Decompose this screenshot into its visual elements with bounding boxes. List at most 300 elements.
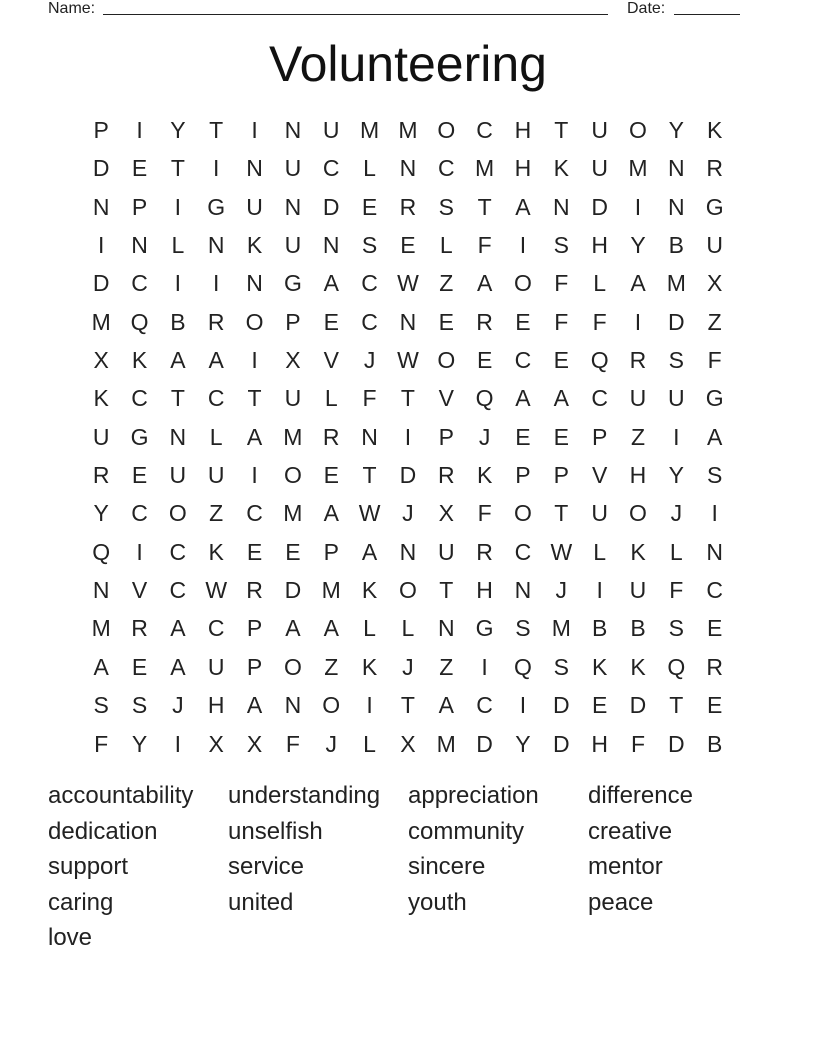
grid-letter: M bbox=[283, 500, 303, 527]
grid-letter: L bbox=[363, 730, 376, 757]
grid-letter: G bbox=[705, 385, 724, 412]
grid-letter: F bbox=[285, 730, 300, 757]
grid-letter: D bbox=[591, 193, 608, 220]
grid-letter: P bbox=[285, 308, 301, 335]
grid-letter: V bbox=[131, 577, 148, 604]
grid-letter: N bbox=[514, 577, 532, 604]
grid-letter: N bbox=[131, 232, 148, 259]
grid-letter: Y bbox=[668, 117, 684, 143]
grid-letter: T bbox=[400, 385, 415, 412]
grid-letter: P bbox=[323, 538, 339, 565]
grid-letter: L bbox=[439, 232, 453, 259]
grid-letter: T bbox=[209, 117, 224, 143]
grid-letter: R bbox=[92, 462, 110, 489]
grid-letter: P bbox=[553, 462, 569, 489]
grid-letter: A bbox=[285, 615, 301, 642]
grid-letter: Y bbox=[668, 462, 684, 489]
grid-letter: C bbox=[207, 385, 225, 412]
grid-letter: H bbox=[514, 155, 532, 182]
word-list-item: appreciation bbox=[408, 782, 539, 809]
grid-letter: O bbox=[629, 500, 647, 527]
grid-letter: I bbox=[251, 347, 258, 374]
grid-letter: E bbox=[323, 462, 339, 489]
grid-letter: C bbox=[246, 500, 263, 527]
grid-letter: U bbox=[591, 117, 608, 143]
grid-letter: T bbox=[400, 692, 415, 719]
grid-letter: N bbox=[207, 232, 225, 259]
grid-letter: M bbox=[436, 730, 456, 757]
grid-letter: S bbox=[438, 193, 454, 220]
grid-row bbox=[82, 149, 734, 187]
grid-letter: N bbox=[246, 270, 263, 297]
grid-letter: X bbox=[208, 730, 224, 757]
grid-letter: L bbox=[363, 615, 376, 642]
grid-letter: L bbox=[171, 232, 185, 259]
grid-row bbox=[82, 571, 734, 609]
grid-letter: T bbox=[170, 385, 185, 412]
word-list-item: dedication bbox=[48, 817, 158, 845]
grid-letter: H bbox=[591, 730, 608, 757]
grid-letter: E bbox=[515, 308, 531, 335]
date-label: Date: bbox=[627, 0, 666, 17]
grid-row bbox=[82, 418, 734, 456]
grid-letter: L bbox=[209, 423, 223, 450]
grid-letter: L bbox=[593, 538, 607, 565]
grid-letter: U bbox=[629, 577, 647, 604]
grid-letter: Q bbox=[475, 385, 494, 412]
grid-letter: I bbox=[711, 500, 718, 527]
page-title: Volunteering bbox=[268, 36, 547, 92]
grid-letter: A bbox=[93, 653, 109, 680]
grid-letter: S bbox=[131, 692, 148, 719]
grid-letter: R bbox=[131, 615, 148, 642]
grid-letter: E bbox=[707, 615, 723, 642]
grid-letter: I bbox=[404, 423, 412, 450]
grid-letter: N bbox=[361, 423, 378, 450]
grid-letter: C bbox=[361, 308, 378, 335]
grid-letter: K bbox=[630, 653, 646, 680]
word-list-item: community bbox=[408, 817, 525, 845]
grid-letter: W bbox=[205, 577, 228, 604]
grid-letter: U bbox=[169, 462, 187, 489]
grid-row bbox=[82, 648, 734, 686]
grid-letter: K bbox=[361, 653, 378, 680]
grid-letter: A bbox=[323, 500, 339, 527]
grid-letter: V bbox=[591, 462, 608, 489]
grid-letter: J bbox=[363, 347, 376, 374]
grid-letter: C bbox=[476, 692, 493, 719]
grid-letter: U bbox=[284, 155, 302, 182]
grid-letter: C bbox=[514, 538, 532, 565]
grid-letter: T bbox=[554, 500, 569, 527]
grid-letter: U bbox=[92, 423, 110, 450]
grid-letter: I bbox=[174, 730, 182, 757]
grid-letter: X bbox=[400, 730, 416, 757]
grid-letter: I bbox=[213, 155, 220, 182]
grid-letter: J bbox=[555, 577, 568, 604]
grid-letter: N bbox=[552, 193, 570, 220]
grid-letter: F bbox=[592, 308, 607, 335]
header-fields bbox=[48, 0, 748, 18]
grid-letter: N bbox=[668, 193, 685, 220]
grid-letter: C bbox=[131, 500, 148, 527]
grid-letter: T bbox=[439, 577, 454, 604]
grid-row bbox=[82, 725, 734, 763]
grid-letter: P bbox=[591, 423, 608, 450]
grid-letter: U bbox=[629, 385, 647, 412]
grid-letter: Q bbox=[590, 347, 609, 374]
grid-letter: R bbox=[706, 653, 723, 680]
grid-letter: O bbox=[437, 117, 456, 143]
grid-letter: I bbox=[673, 423, 680, 450]
grid-letter: S bbox=[668, 347, 684, 374]
grid-letter: K bbox=[208, 538, 224, 565]
grid-letter: V bbox=[438, 385, 454, 412]
grid-letter: N bbox=[399, 308, 417, 335]
grid-letter: I bbox=[519, 692, 527, 719]
grid-letter: U bbox=[207, 462, 225, 489]
grid-letter: L bbox=[363, 155, 376, 182]
grid-letter: F bbox=[554, 308, 569, 335]
grid-letter: Y bbox=[630, 232, 646, 259]
grid-letter: T bbox=[477, 193, 492, 220]
grid-letter: B bbox=[591, 615, 608, 642]
grid-letter: F bbox=[630, 730, 646, 757]
grid-letter: S bbox=[668, 615, 684, 642]
grid-letter: N bbox=[399, 538, 417, 565]
grid-letter: Z bbox=[630, 423, 646, 450]
grid-letter: U bbox=[591, 155, 608, 182]
grid-letter: J bbox=[478, 423, 491, 450]
grid-letter: E bbox=[476, 347, 493, 374]
grid-letter: X bbox=[707, 270, 723, 297]
grid-letter: A bbox=[553, 385, 569, 412]
grid-letter: F bbox=[669, 577, 684, 604]
grid-letter: A bbox=[630, 270, 646, 297]
grid-letter: J bbox=[325, 730, 337, 757]
grid-letter: P bbox=[131, 193, 148, 220]
name-blank-line bbox=[103, 14, 608, 15]
grid-letter: E bbox=[553, 347, 569, 374]
grid-letter: C bbox=[169, 577, 187, 604]
grid-letter: X bbox=[246, 730, 263, 757]
grid-letter: O bbox=[322, 692, 341, 719]
grid-letter: W bbox=[550, 538, 573, 565]
grid-letter: E bbox=[131, 653, 148, 680]
grid-letter: E bbox=[131, 155, 148, 182]
grid-letter: N bbox=[169, 423, 187, 450]
grid-letter: D bbox=[552, 692, 570, 719]
grid-letter: O bbox=[514, 500, 532, 527]
grid-letter: R bbox=[207, 308, 225, 335]
grid-letter: S bbox=[553, 232, 569, 259]
word-list-item: service bbox=[228, 853, 305, 881]
grid-letter: Z bbox=[209, 500, 224, 527]
grid-letter: T bbox=[554, 117, 569, 143]
grid-letter: T bbox=[170, 155, 185, 182]
grid-letter: C bbox=[131, 385, 148, 412]
grid-letter: C bbox=[514, 347, 532, 374]
grid-letter: L bbox=[593, 270, 607, 297]
grid-row bbox=[82, 188, 734, 226]
grid-letter: F bbox=[94, 730, 109, 757]
grid-letter: T bbox=[362, 462, 377, 489]
grid-letter: G bbox=[475, 615, 494, 642]
grid-letter: M bbox=[91, 615, 111, 642]
grid-letter: F bbox=[707, 347, 722, 374]
grid-letter: I bbox=[519, 232, 527, 259]
grid-letter: K bbox=[131, 347, 148, 374]
grid-letter: C bbox=[476, 117, 493, 143]
grid-letter: P bbox=[246, 615, 263, 642]
grid-letter: O bbox=[283, 462, 302, 489]
grid-letter: R bbox=[476, 538, 493, 565]
grid-letter: M bbox=[666, 270, 686, 297]
grid-letter: C bbox=[591, 385, 608, 412]
grid-letter: E bbox=[285, 538, 301, 565]
grid-letter: Z bbox=[439, 653, 454, 680]
grid-letter: E bbox=[553, 423, 569, 450]
grid-letter: Q bbox=[92, 538, 111, 565]
grid-letter: K bbox=[476, 462, 493, 489]
grid-letter: A bbox=[515, 193, 531, 220]
grid-letter: M bbox=[359, 117, 380, 143]
grid-letter: G bbox=[283, 270, 302, 297]
date-blank-line bbox=[674, 14, 740, 15]
grid-letter: J bbox=[402, 653, 414, 680]
grid-letter: L bbox=[324, 385, 338, 412]
grid-letter: P bbox=[93, 117, 109, 143]
grid-letter: B bbox=[630, 615, 646, 642]
grid-letter: N bbox=[284, 193, 302, 220]
grid-letter: U bbox=[668, 385, 685, 412]
grid-letter: N bbox=[437, 615, 455, 642]
grid-letter: A bbox=[246, 423, 263, 450]
grid-letter: X bbox=[93, 347, 109, 374]
grid-letter: I bbox=[634, 193, 642, 220]
word-list-item: accountability bbox=[48, 782, 194, 809]
grid-letter: Z bbox=[707, 308, 722, 335]
grid-letter: J bbox=[402, 500, 414, 527]
grid-letter: U bbox=[246, 193, 263, 220]
grid-row bbox=[82, 303, 734, 341]
grid-letter: C bbox=[322, 155, 340, 182]
grid-letter: M bbox=[398, 117, 418, 143]
grid-letter: C bbox=[207, 615, 225, 642]
grid-letter: A bbox=[707, 423, 723, 450]
grid-letter: E bbox=[707, 692, 723, 719]
grid-letter: I bbox=[136, 117, 143, 143]
grid-letter: F bbox=[477, 232, 492, 259]
word-list-item: creative bbox=[588, 817, 673, 845]
grid-letter: V bbox=[323, 347, 339, 374]
grid-letter: D bbox=[552, 730, 570, 757]
grid-letter: S bbox=[707, 462, 723, 489]
grid-letter: B bbox=[707, 730, 723, 757]
grid-letter: A bbox=[361, 538, 378, 565]
grid-letter: K bbox=[591, 653, 608, 680]
grid-letter: M bbox=[551, 615, 571, 642]
grid-row bbox=[82, 533, 734, 571]
grid-letter: B bbox=[668, 232, 684, 259]
word-list-item: peace bbox=[588, 888, 654, 916]
grid-row bbox=[82, 341, 734, 379]
grid-letter: T bbox=[669, 692, 684, 719]
grid-letter: O bbox=[437, 347, 456, 374]
grid-letter: Q bbox=[130, 308, 149, 335]
grid-letter: Y bbox=[131, 730, 148, 757]
grid-letter: X bbox=[285, 347, 301, 374]
grid-letter: A bbox=[515, 385, 531, 412]
word-list bbox=[48, 778, 768, 956]
grid-row bbox=[82, 111, 734, 149]
grid-letter: E bbox=[515, 423, 531, 450]
grid-letter: A bbox=[476, 270, 493, 297]
grid-letter: R bbox=[476, 308, 493, 335]
grid-letter: O bbox=[283, 653, 302, 680]
grid-letter: D bbox=[668, 730, 685, 757]
grid-letter: C bbox=[361, 270, 378, 297]
grid-letter: A bbox=[438, 692, 454, 719]
grid-letter: N bbox=[284, 117, 302, 143]
grid-letter: C bbox=[169, 538, 187, 565]
grid-letter: D bbox=[284, 577, 302, 604]
word-list-item: caring bbox=[48, 888, 114, 916]
grid-letter: R bbox=[629, 347, 647, 374]
grid-letter: N bbox=[322, 232, 340, 259]
grid-letter: R bbox=[399, 193, 417, 220]
grid-letter: N bbox=[668, 155, 685, 182]
grid-letter: S bbox=[515, 615, 531, 642]
name-label: Name: bbox=[48, 0, 96, 17]
grid-letter: X bbox=[438, 500, 454, 527]
grid-letter: T bbox=[247, 385, 262, 412]
grid-letter: N bbox=[706, 538, 723, 565]
grid-letter: K bbox=[93, 385, 109, 412]
grid-letter: Q bbox=[667, 653, 686, 680]
grid-letter: H bbox=[591, 232, 608, 259]
grid-letter: I bbox=[251, 462, 258, 489]
grid-letter: A bbox=[170, 653, 186, 680]
grid-letter: Z bbox=[324, 653, 339, 680]
word-list-item: understanding bbox=[228, 782, 381, 809]
letter-grid bbox=[82, 111, 734, 763]
grid-letter: D bbox=[476, 730, 493, 757]
grid-letter: I bbox=[251, 117, 258, 143]
grid-letter: D bbox=[399, 462, 417, 489]
grid-letter: S bbox=[93, 692, 109, 719]
grid-letter: F bbox=[362, 385, 377, 412]
grid-letter: D bbox=[629, 692, 647, 719]
grid-letter: K bbox=[246, 232, 263, 259]
grid-letter: M bbox=[628, 155, 648, 182]
grid-letter: L bbox=[669, 538, 683, 565]
grid-letter: R bbox=[246, 577, 263, 604]
grid-letter: O bbox=[398, 577, 417, 604]
grid-letter: I bbox=[174, 270, 182, 297]
grid-letter: O bbox=[629, 117, 647, 143]
grid-letter: E bbox=[438, 308, 454, 335]
grid-letter: R bbox=[322, 423, 340, 450]
grid-row bbox=[82, 456, 734, 494]
grid-letter: H bbox=[629, 462, 647, 489]
grid-letter: G bbox=[207, 193, 226, 220]
grid-letter: L bbox=[401, 615, 415, 642]
grid-letter: E bbox=[246, 538, 263, 565]
word-list-item: united bbox=[228, 888, 294, 916]
grid-letter: O bbox=[245, 308, 264, 335]
grid-letter: U bbox=[284, 232, 302, 259]
grid-letter: H bbox=[207, 692, 225, 719]
grid-row bbox=[82, 494, 734, 532]
grid-row bbox=[82, 264, 734, 302]
word-list-item: support bbox=[48, 853, 129, 881]
grid-letter: U bbox=[591, 500, 608, 527]
grid-letter: A bbox=[170, 347, 186, 374]
grid-letter: N bbox=[399, 155, 417, 182]
grid-letter: K bbox=[553, 155, 569, 182]
grid-letter: I bbox=[174, 193, 182, 220]
grid-letter: P bbox=[246, 653, 263, 680]
grid-letter: U bbox=[706, 232, 723, 259]
grid-letter: I bbox=[596, 577, 603, 604]
grid-letter: A bbox=[246, 692, 263, 719]
word-list-item: love bbox=[48, 924, 93, 952]
grid-letter: E bbox=[323, 308, 339, 335]
grid-letter: W bbox=[397, 347, 419, 374]
grid-letter: J bbox=[172, 692, 184, 719]
grid-letter: E bbox=[361, 193, 378, 220]
grid-letter: I bbox=[481, 653, 488, 680]
word-list-item: sincere bbox=[408, 853, 486, 881]
grid-letter: D bbox=[668, 308, 685, 335]
grid-letter: I bbox=[634, 308, 642, 335]
grid-letter: B bbox=[170, 308, 186, 335]
grid-letter: U bbox=[322, 117, 340, 143]
grid-letter: P bbox=[515, 462, 531, 489]
grid-letter: N bbox=[92, 577, 110, 604]
grid-letter: N bbox=[284, 692, 302, 719]
word-list-item: difference bbox=[588, 782, 693, 809]
grid-letter: D bbox=[92, 270, 110, 297]
grid-letter: E bbox=[591, 692, 608, 719]
grid-letter: J bbox=[670, 500, 683, 527]
grid-letter: M bbox=[91, 308, 111, 335]
grid-letter: S bbox=[553, 653, 569, 680]
grid-letter: C bbox=[706, 577, 723, 604]
grid-letter: P bbox=[438, 423, 454, 450]
grid-letter: W bbox=[358, 500, 381, 527]
grid-row bbox=[82, 686, 734, 724]
grid-letter: M bbox=[321, 577, 341, 604]
grid-letter: D bbox=[322, 193, 340, 220]
grid-letter: G bbox=[705, 193, 724, 220]
grid-letter: Y bbox=[170, 117, 186, 143]
grid-letter: A bbox=[323, 615, 339, 642]
grid-letter: I bbox=[366, 692, 373, 719]
grid-letter: A bbox=[208, 347, 224, 374]
grid-letter: K bbox=[361, 577, 378, 604]
word-list-item: mentor bbox=[588, 853, 663, 881]
grid-letter: M bbox=[475, 155, 495, 182]
grid-letter: F bbox=[477, 500, 492, 527]
grid-letter: A bbox=[170, 615, 186, 642]
grid-letter: S bbox=[361, 232, 378, 259]
grid-letter: U bbox=[437, 538, 455, 565]
grid-letter: I bbox=[136, 538, 143, 565]
grid-letter: A bbox=[323, 270, 339, 297]
grid-letter: F bbox=[554, 270, 569, 297]
